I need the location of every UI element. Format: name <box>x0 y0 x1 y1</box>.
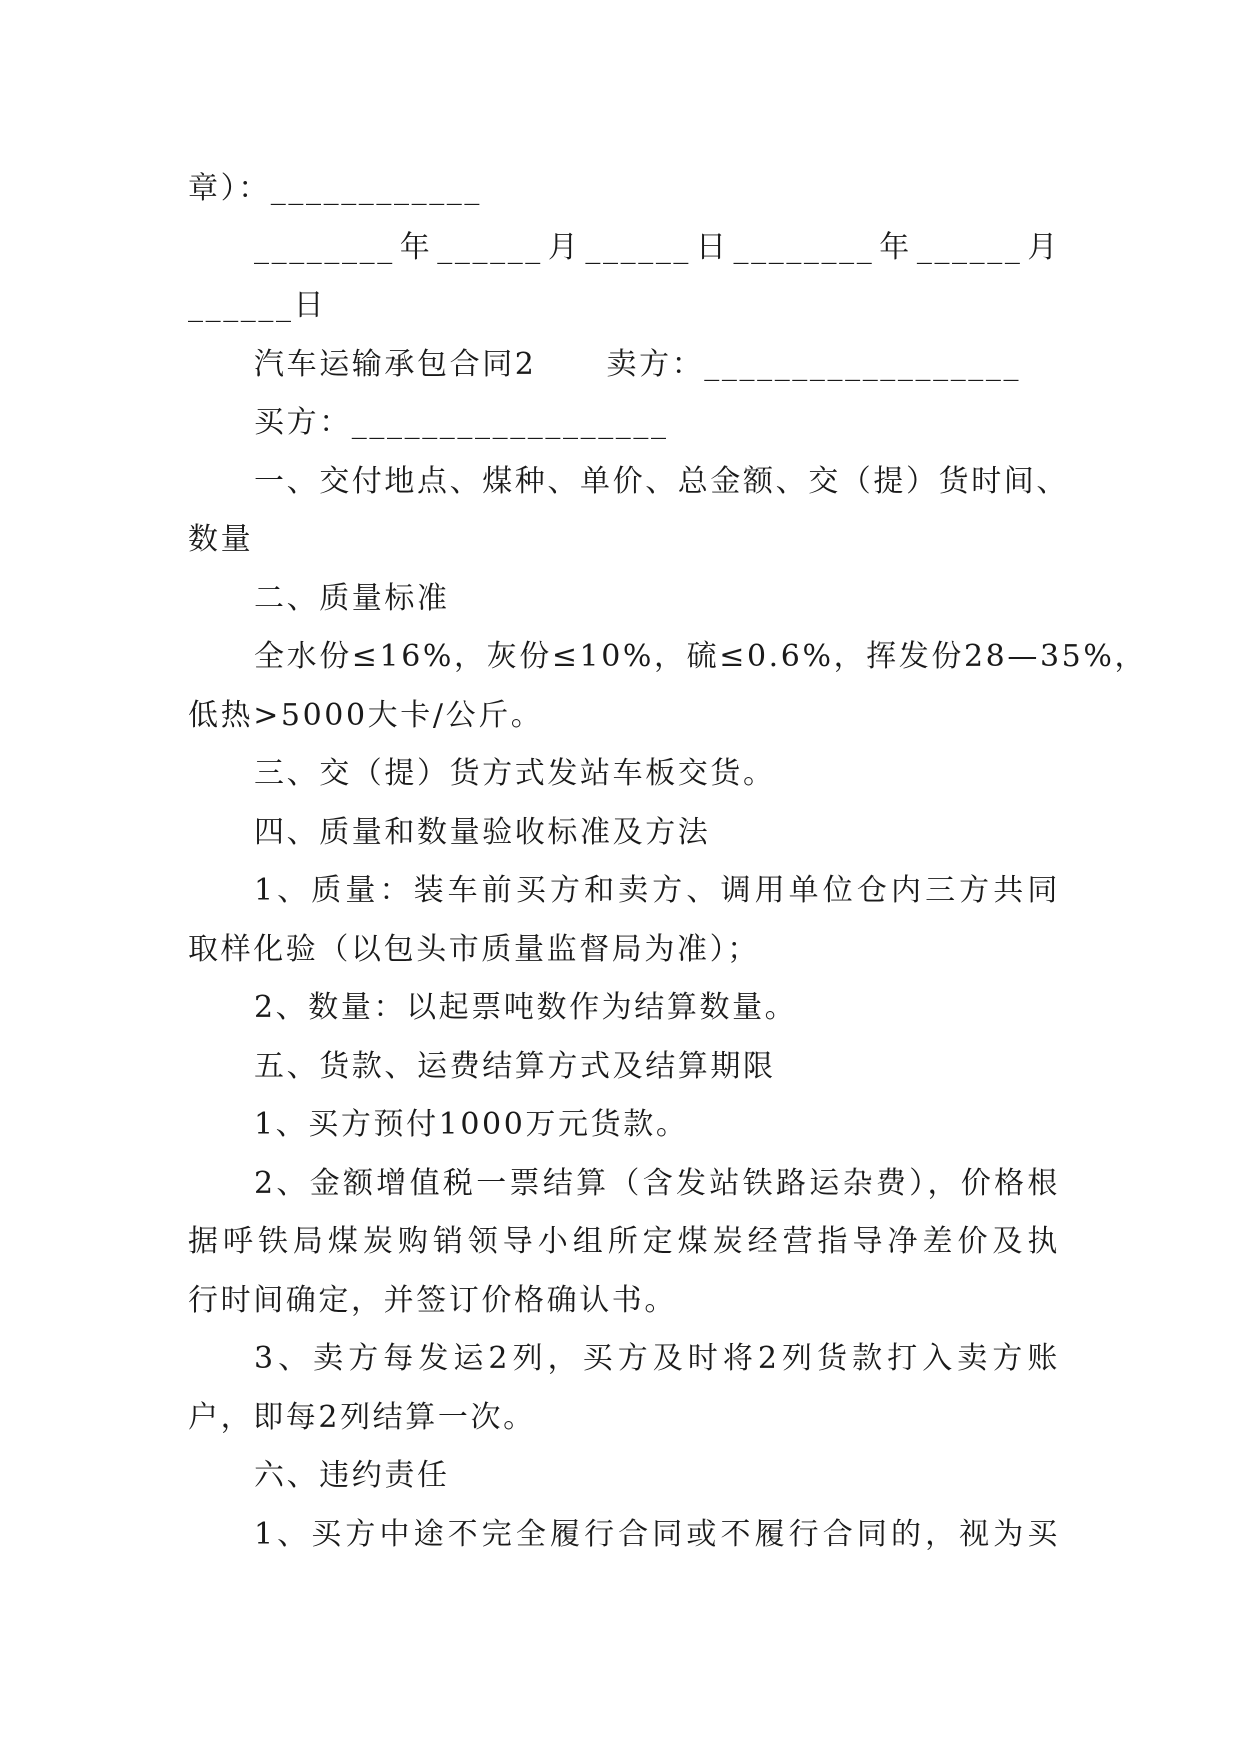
date-line: ________年______月______日________年______月 <box>254 229 1060 265</box>
text-line: 数量 <box>188 522 254 557</box>
paragraph-line: 全水份≤16%，灰份≤10%，硫≤0.6%，挥发份28—35%， <box>254 639 1148 674</box>
paragraph-line: 1、买方中途不完全履行合同或不履行合同的，视为买 <box>254 1516 1060 1552</box>
paragraph-line: 1、质量：装车前买方和卖方、调用单位仓内三方共同 <box>254 873 1060 908</box>
paragraph-line: 3、卖方每发运2列，买方及时将2列货款打入卖方账 <box>254 1341 1060 1376</box>
paragraph-line: 2、金额增值税一票结算（含发站铁路运杂费），价格根 <box>254 1165 1060 1201</box>
paragraph-line: 1、买方预付1000万元货款。 <box>254 1107 689 1142</box>
paragraph-line: 低热>5000大卡/公斤。 <box>188 697 544 733</box>
paragraph-line: 户，即每2列结算一次。 <box>188 1399 536 1435</box>
section-heading: 四、质量和数量验收标准及方法 <box>254 814 711 850</box>
buyer-field: 买方：__________________ <box>254 405 669 440</box>
text-line: ______日 <box>188 288 327 323</box>
contract-title-line <box>188 336 1060 395</box>
paragraph-line: 三、交（提）货方式发站车板交货。 <box>254 756 776 791</box>
section-heading: 二、质量标准 <box>254 580 450 616</box>
document-body <box>188 160 1148 1564</box>
paragraph-line: 行时间确定，并签订价格确认书。 <box>188 1282 677 1318</box>
text-line: 章）：____________ <box>188 171 482 206</box>
seller-field: 卖方：__________________ <box>606 346 1022 382</box>
paragraph-line: 取样化验（以包头市质量监督局为准）； <box>188 931 760 967</box>
section-heading: 一、交付地点、煤种、单价、总金额、交（提）货时间、 <box>254 463 1069 499</box>
paragraph-line: 据呼铁局煤炭购销领导小组所定煤炭经营指导净差价及执 <box>188 1224 1060 1259</box>
section-heading: 五、货款、运费结算方式及结算期限 <box>254 1048 776 1084</box>
section-heading: 六、违约责任 <box>254 1458 450 1493</box>
contract-title: 汽车运输承包合同2 <box>254 346 537 382</box>
paragraph-line: 2、数量：以起票吨数作为结算数量。 <box>254 990 798 1025</box>
